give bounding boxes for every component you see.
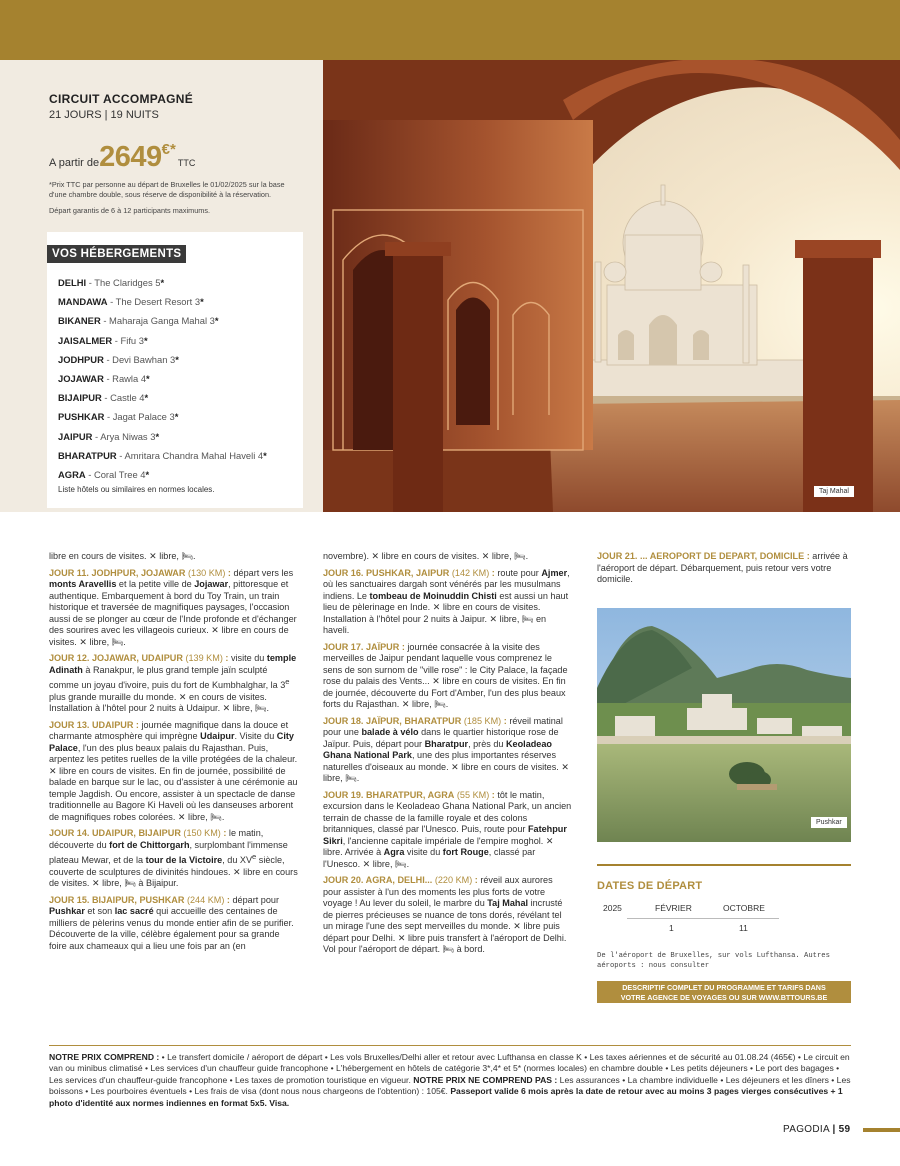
accommodation-item: MANDAWA - The Desert Resort 3* [58,296,204,308]
itinerary-day: JOUR 20. AGRA, DELHI... (220 KM) : réveil aux aurores pour assister à l'un des moments les plus forts de votre voyage ! Au lever du soleil, le marbre du Taj Mahal incrusté de pierres précieuses se nuance de tons dorés, révélant tel un mirage l'une des sept merveilles du monde. ✕ libre puis départ pour Delhi. ✕ libre puis transfert à l'aéroport de Delhi. Vol pour l'aéroport de départ. 🛏 à bord. [323,875,567,954]
itinerary-column-2 [323,551,573,961]
itinerary-column-3 [597,551,855,591]
accommodation-item: JAIPUR - Arya Niwas 3* [58,430,160,442]
departure-dates-title: DATES DE DÉPART [597,880,703,892]
cta-line: VOTRE AGENCE DE VOYAGES OU SUR WWW.BTTOURS.BE [620,992,828,1002]
dates-month: OCTOBRE [723,903,765,913]
accommodation-item: JAISALMER - Fifu 3* [58,334,148,346]
itinerary-day: JOUR 11. JODHPUR, JOJAWAR (130 KM) : départ vers les monts Aravellis et la petite ville de Jojawar, pittoresque et authentique. Embarquement à bord du Toy Train, un train historique et traversée de magnifiques paysages, l'occasion aussi de se plonger au cœur de l'Inde profonde et d'échanger des sourires avec les villageois curieux. ✕ libre en cours de visites. ✕ libre, 🛏. [49,567,297,647]
dates-rule [627,918,779,919]
accommodation-item: PUSHKAR - Jagat Palace 3* [58,411,179,423]
dates-month: FÉVRIER [655,903,692,913]
footer-divider [49,1045,851,1046]
accommodation-item: DELHI - The Claridges 5* [58,277,165,288]
accommodation-item: AGRA - Coral Tree 4* [58,469,150,481]
price-value: 2649 [99,141,162,173]
page-separator: | [832,1124,836,1135]
itinerary-day: JOUR 19. BHARATPUR, AGRA (55 KM) : tôt le matin, excursion dans le Keoladeao Ghana National Park, un ancien terrain de chasse de la famille royale et des colons britanniques, classé par l'Unesco. Puis, route pour Fatehpur Sikri, l'ancienne capitale impériale de l'empire moghol. ✕ libre. Arrivée à Agra visite du fort Rouge, classé par l'Unesco. ✕ libre, 🛏. [323,789,572,869]
itinerary-day: JOUR 21. ... AEROPORT DE DEPART, DOMICILE : arrivée à l'aéroport de départ. Débarquement, puis retour vers votre domicile. [597,551,848,584]
page-number: 59 [838,1124,851,1135]
accommodation-item: BIKANER - Maharaja Ganga Mahal 3* [58,315,219,327]
dates-day: 11 [739,923,748,933]
itinerary-day: JOUR 12. JOJAWAR, UDAIPUR (139 KM) : visite du temple Adinath à Ranakpur, le plus grand temple jaïn sculpté comme un joyau d'ivoire, puis du fort de Kumbhalghar, la 3e plus grande muraille du monde. ✕ en cours de visites. Installation à l'hôtel pour 2 nuits à Udaipur. ✕ libre, 🛏. [49,653,297,714]
accommodation-box [47,232,303,508]
itinerary-column-1 [49,551,299,957]
price-footnote: *Prix TTC par personne au départ de Bruxelles le 01/02/2025 sur la base d'une chambre double, sous réserve de disponibilité à la réservation. [49,180,285,199]
dates-day: 1 [669,923,674,933]
price-prefix: A partir de [49,157,100,169]
section-divider [597,864,851,866]
dates-year: 2025 [603,903,622,913]
price-currency: €* [161,141,176,158]
page-footer [783,1124,850,1135]
accommodation-item: BIJAIPUR - Castle 4* [58,392,149,404]
accommodation-list [58,273,298,484]
price-conditions: NOTRE PRIX COMPREND : • Le transfert domicile / aéroport de départ • Les vols Bruxelles/Delhi aller et retour avec Lufthansa en classe K • Les taxes aériennes et de sécurité au 01.08.24 (465€) • Le circuit en van ou minibus climatisé • Les services d'un chauffeur guide francophone • L'hébergement en hôtels de catégorie 3*,4* et 5* (normes locales) en chambre double • Les petits déjeuners • Le port des bagages • Les services d'un chauffeur-guide francophone • Les taxes de promotion touristique en vigueur. NOTRE PRIX NE COMPREND PAS : Les assurances • La chambre individuelle • Les déjeuners et les dîners • Les boissons • Les pourboires éventuels • Les frais de visa (dont nous nous chargeons de l'obtention) : 105€. Passeport valide 6 mois après la date de retour avec au moins 3 pages vierges consécutives + 1 photo d'identité aux normes indiennes en format 5x5. Visa. [49,1052,851,1108]
itinerary-day: JOUR 18. JAÏPUR, BHARATPUR (185 KM) : réveil matinal pour une balade à vélo dans le quartier historique rose de Jaïpur. Puis, départ pour Bharatpur, près du Keoladeao Ghana National Park, une des plus importantes réserves naturelles d'oiseaux au monde. ✕ libre en cours de visites. ✕ libre, 🛏. [323,715,569,783]
price-suffix: TTC [177,158,196,168]
itinerary-day: JOUR 17. JAÏPUR : journée consacrée à la visite des merveilles de Jaipur pendant laquelle vous comprenez le sens de son surnom de "ville rose" : le City Palace, la façade rose du palais des Vents... ✕ libre en cours de visites. En fin de journée, découverte du Fort d'Amber, l'un des plus beaux forts du Rajasthan. ✕ libre, 🛏. [323,641,568,709]
itinerary-day: JOUR 15. BIJAIPUR, PUSHKAR (244 KM) : départ pour Pushkar et son lac sacré qui accueille des centaines de milliers de pèlerins venus du monde entier afin de se purifier. Découverte de la ville, célèbre également pour sa grande foire aux chameaux qui a lieu une fois par an (en [49,894,294,951]
itinerary-day: JOUR 14. UDAIPUR, BIJAIPUR (150 KM) : le matin, découverte du fort de Chittorgarh, surplombant l'immense plateau Mewar, et de la tour de la Victoire, du XVe siècle, couverte de sculptures de divinités hindoues. ✕ libre en cours de visites. ✕ libre, 🛏 à Bijaipur. [49,828,298,889]
itinerary-day: JOUR 13. UDAIPUR : journée magnifique dans la douce et charmante atmosphère qui imprègne Udaipur. Visite du City Palace, l'un des plus beaux palais du Rajasthan. Puis, arpentez les petites ruelles de la ville protégées de la chaleur. ✕ libre en cours de visites. En fin de journée, possibilité de balade en barque sur le lac, ou d'assister à une cérémonie au temple Jagdish. Ou encore, assister à un spectacle de danse traditionnelle au Bagore Ki Haveli où les danseuses arborent de magnifiques robes colorées. ✕ libre, 🛏. [49,719,298,822]
circuit-title: CIRCUIT ACCOMPAGNÉ [49,92,194,106]
itinerary-continuation: libre en cours de visites. ✕ libre, 🛏. [49,551,196,561]
pushkar-caption: Pushkar [811,817,847,828]
cta-line: DESCRIPTIF COMPLET DU PROGRAMME ET TARIFS DANS [622,983,826,992]
accommodation-item: JODHPUR - Devi Bawhan 3* [58,353,179,365]
departure-note: Départ garantis de 6 à 12 participants maximums. [49,206,211,215]
accommodation-title: VOS HÉBERGEMENTS [47,245,186,263]
programme-cta-banner [597,981,851,1003]
price-block [49,141,195,174]
itinerary-day: JOUR 16. PUSHKAR, JAIPUR (142 KM) : route pour Ajmer, où les sanctuaires dargah sont vénérés par les musulmans indiens. Le tombeau de Moinuddin Chisti est aussi un haut lieu de pèlerinage en Inde. ✕ libre en cours de visites. Installation à l'hôtel pour 2 nuits à Jaipur. ✕ libre, 🛏 en haveli. [323,567,570,635]
circuit-duration: 21 JOURS | 19 NUITS [49,109,159,121]
taj-mahal-photo [323,60,900,512]
taj-mahal-caption: Taj Mahal [814,486,854,497]
top-color-band [0,0,900,60]
airport-note: De l'aéroport de Bruxelles, sur vols Lufthansa. Autres aéroports : nous consulter [597,952,830,970]
accommodation-note: Liste hôtels ou similaires en normes locales. [58,485,215,494]
pushkar-photo [597,608,851,842]
brand-name: PAGODIA [783,1124,830,1135]
page-accent-bar [863,1128,900,1132]
itinerary-continuation: novembre). ✕ libre en cours de visites. ✕ libre, 🛏. [323,551,529,561]
accommodation-item: BHARATPUR - Amritara Chandra Mahal Haveli 4* [58,449,267,461]
accommodation-item: JOJAWAR - Rawla 4* [58,373,150,385]
